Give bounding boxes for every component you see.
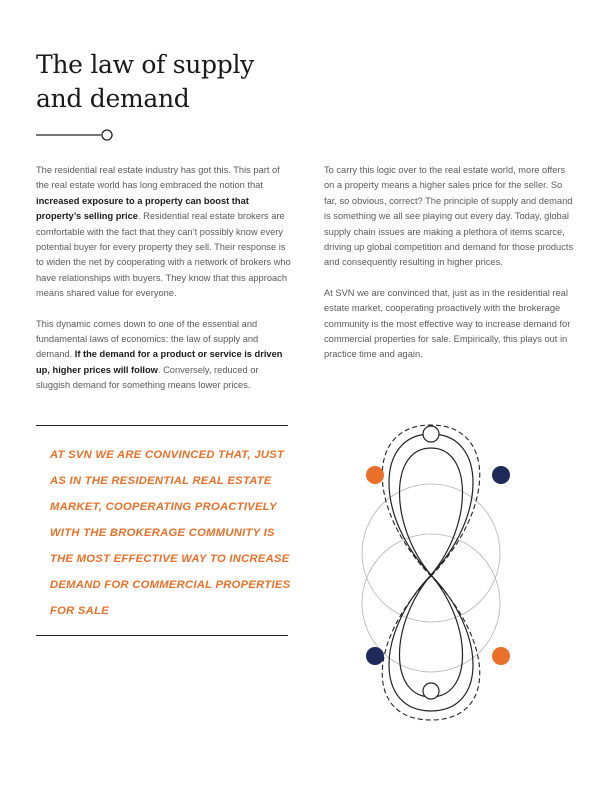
background-circle-bottom (362, 534, 500, 672)
right-paragraph-2: At SVN we are convinced that, just as in the residential real estate market, cooperating proactively with the brokerage community is the most effective way to increase demand for commercial properties for sale. Empirically, this plays out in practice time and again. (324, 287, 571, 360)
navy-dot-top-right (492, 466, 510, 484)
background-circle-top (362, 484, 500, 622)
emphasis-exposure: increased exposure to a property can boost that property’s selling price (36, 195, 249, 222)
dashed-outer-loop (382, 425, 480, 720)
left-paragraph-1: The residential real estate industry has got this. This part of the real estate world has long embraced the notion that increased exposure to a property can boost that property’s selling price. Residential real estate brokers are comfortable with the fact that they can’t possibly know every potential buyer for every property they sell. Their response is to widen the net by cooperating with a network of brokers who have relationships with buyers. They know that this approach means shared value for everyone. (36, 165, 291, 299)
orange-dot-bottom-right (492, 647, 510, 665)
infinity-figure-eight-graphic (355, 420, 525, 725)
orange-dot-top-left (366, 466, 384, 484)
background-circles (362, 484, 500, 672)
pull-quote-top-rule (36, 425, 288, 426)
navy-dot-bottom-left (366, 647, 384, 665)
left-paragraph-2: This dynamic comes down to one of the essential and fundamental laws of economics: the law of supply and demand. If the demand for a product or service is driven up, higher prices will follow. Conversely, reduced or sluggish demand for something means lower prices. (36, 318, 283, 391)
bottom-track-node (423, 683, 439, 699)
right-paragraph-1: To carry this logic over to the real estate world, more offers on a property means a higher sales price for the seller. So far, so obvious, correct? The principle of supply and demand is something we all see playing out every day. Today, global supply chain issues are making a plethora of items scarce, driving up global competition and demand for those products and consequently resulting in higher prices. (324, 165, 574, 268)
title-underline-decoration (36, 128, 116, 142)
emphasis-demand: If the demand for a product or service is driven up, higher prices will follow (36, 349, 283, 375)
pull-quote: AT SVN WE ARE CONVINCED THAT, JUST AS IN THE RESIDENTIAL REAL ESTATE MARKET, COOPERATING PROACTIVELY WITH THE BROKERAGE COMMUNITY IS THE MOST EFFECTIVE WAY TO INCREASE DEMAND FOR COMMERCIAL PROPERTIES FOR SALE (50, 449, 291, 617)
pull-quote-bottom-rule (36, 635, 288, 636)
page-title: The law of supply and demand (36, 50, 254, 113)
right-column (324, 163, 576, 378)
top-track-node (423, 426, 439, 442)
left-column (36, 163, 292, 409)
figure-eight-inner-track (400, 448, 463, 697)
